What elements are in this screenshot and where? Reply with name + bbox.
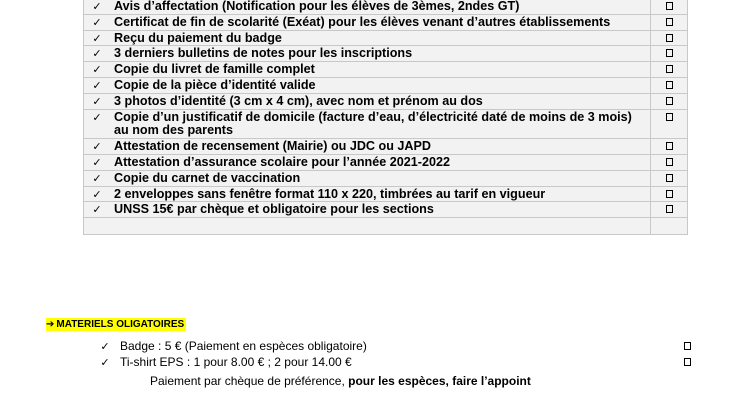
checklist-item-cell: [84, 15, 651, 30]
materials-item-text: Ti-shirt EPS : 1 pour 8.00 € ; 2 pour 14.00 €: [120, 355, 352, 369]
checkmark-icon: ✓: [92, 187, 102, 201]
checkbox-cell: [651, 62, 687, 77]
checkmark-icon: ✓: [92, 171, 102, 185]
checkbox-cell: [651, 94, 687, 109]
checklist-row: [84, 0, 687, 14]
checkbox-cell: [651, 155, 687, 170]
checklist-row: [84, 186, 687, 202]
checkbox-cell: [679, 358, 695, 366]
checkbox-square[interactable]: [666, 142, 673, 150]
checkbox-cell: [651, 0, 687, 14]
checkbox-square[interactable]: [666, 205, 673, 213]
checklist-item-text: Attestation de recensement (Mairie) ou JDC ou JAPD: [114, 139, 432, 154]
checklist-item-text: UNSS 15€ par chèque et obligatoire pour les sections: [114, 202, 434, 217]
checklist-row: [84, 93, 687, 109]
payment-note-bold: pour les espèces, faire l’appoint: [348, 374, 531, 388]
checkbox-cell: [651, 15, 687, 30]
checklist-item-text: Attestation d’assurance scolaire pour l’année 2021-2022: [114, 154, 450, 169]
checkmark-icon: ✓: [92, 140, 102, 154]
checkbox-square[interactable]: [666, 81, 673, 89]
checkmark-icon: ✓: [92, 203, 102, 217]
checkbox-square[interactable]: [684, 358, 691, 366]
checklist-row: [84, 109, 687, 139]
checkbox-cell: [651, 139, 687, 154]
checkmark-icon: ✓: [92, 31, 102, 45]
materials-item: [90, 338, 695, 354]
checklist-row: [84, 45, 687, 61]
checklist-row: [84, 14, 687, 30]
documents-checklist-table: [83, 0, 688, 235]
checklist-item-text: Copie de la pièce d’identité valide: [114, 77, 316, 92]
checklist-item-cell: [84, 0, 651, 14]
payment-note-plain: Paiement par chèque de préférence,: [150, 374, 349, 388]
checkbox-square[interactable]: [666, 18, 673, 26]
checklist-item-text: 2 enveloppes sans fenêtre format 110 x 220, timbrées au tarif en vigueur: [114, 186, 546, 201]
checkmark-icon: ✓: [92, 0, 102, 13]
checklist-item-text: Copie du livret de famille complet: [114, 62, 315, 77]
checkmark-icon: ✓: [100, 355, 110, 369]
checklist-item-cell: [84, 46, 651, 61]
checklist-item-text: 3 derniers bulletins de notes pour les inscriptions: [114, 46, 413, 61]
empty-row: [84, 217, 687, 234]
checkmark-icon: ✓: [92, 78, 102, 92]
checklist-item-text: Avis d’affectation (Notification pour les élèves de 3èmes, 2ndes GT): [114, 0, 520, 13]
checklist-item-text: Copie du carnet de vaccination: [114, 170, 301, 185]
checklist-item-cell: [84, 155, 651, 170]
materials-heading-text: MATERIELS OLIGATOIRES: [56, 319, 185, 330]
materials-item: [90, 354, 695, 370]
checkbox-cell: [651, 187, 687, 202]
checklist-item-text: 3 photos d’identité (3 cm x 4 cm), avec nom et prénom au dos: [114, 93, 483, 108]
checkmark-icon: ✓: [92, 94, 102, 108]
checkbox-square[interactable]: [666, 2, 673, 10]
checkbox-square[interactable]: [666, 174, 673, 182]
materials-section-heading: [46, 318, 186, 331]
checklist-item-text: Reçu du paiement du badge: [114, 30, 282, 45]
checkmark-icon: ✓: [92, 63, 102, 77]
checkbox-square[interactable]: [684, 342, 691, 350]
empty-cell: [651, 218, 687, 234]
checklist-row: [84, 170, 687, 186]
checkbox-cell: [651, 171, 687, 186]
checklist-item-text: Certificat de fin de scolarité (Exéat) pour les élèves venant d’autres établissements: [114, 14, 611, 29]
checklist-item-cell: [84, 31, 651, 46]
checkbox-square[interactable]: [666, 97, 673, 105]
checklist-item-cell: [84, 110, 651, 139]
checklist-item-cell: [84, 62, 651, 77]
checkmark-icon: ✓: [92, 110, 102, 124]
checkmark-icon: ✓: [92, 155, 102, 169]
checklist-item-text: Copie d’un justificatif de domicile (facture d’eau, d’électricité daté de moins de 3 mois) au nom des parents: [114, 109, 632, 138]
checkbox-cell: [679, 342, 695, 350]
checkbox-cell: [651, 202, 687, 217]
checkbox-cell: [651, 46, 687, 61]
checklist-row: [84, 154, 687, 170]
checklist-item-cell: [84, 139, 651, 154]
checkmark-icon: ✓: [92, 15, 102, 29]
empty-cell: [84, 218, 651, 234]
checklist-row: [84, 201, 687, 217]
checkbox-square[interactable]: [666, 34, 673, 42]
checklist-row: [84, 77, 687, 93]
checkbox-cell: [651, 31, 687, 46]
checkmark-icon: ✓: [100, 339, 110, 353]
checkbox-cell: [651, 78, 687, 93]
checkbox-square[interactable]: [666, 190, 673, 198]
checkmark-icon: ✓: [92, 47, 102, 61]
arrow-right-icon: ➔: [46, 319, 55, 330]
payment-note: [150, 374, 531, 388]
checkbox-square[interactable]: [666, 65, 673, 73]
checklist-item-cell: [84, 78, 651, 93]
checklist-row: [84, 61, 687, 77]
checkbox-square[interactable]: [666, 158, 673, 166]
checklist-item-cell: [84, 171, 651, 186]
checklist-row: [84, 30, 687, 46]
checklist-row: [84, 138, 687, 154]
materials-list: [90, 338, 695, 370]
checkbox-cell: [651, 110, 687, 139]
checklist-item-cell: [84, 202, 651, 217]
materials-item-text: Badge : 5 € (Paiement en espèces obligatoire): [120, 339, 367, 353]
checkbox-square[interactable]: [666, 113, 673, 121]
checklist-item-cell: [84, 187, 651, 202]
checklist-item-cell: [84, 94, 651, 109]
checkbox-square[interactable]: [666, 49, 673, 57]
